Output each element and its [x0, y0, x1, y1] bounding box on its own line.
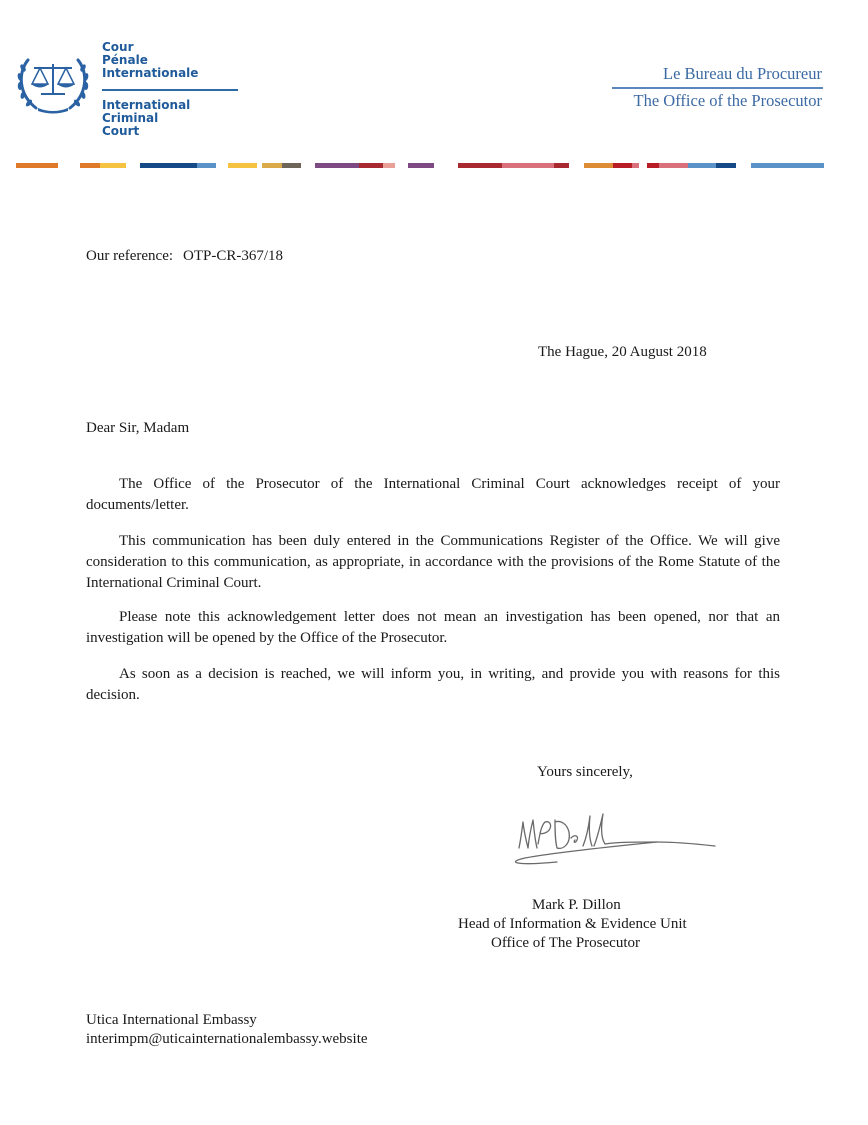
court-name-fr-line: Cour: [102, 40, 134, 54]
reference-label: Our reference:: [86, 248, 174, 264]
color-bar-segment: [613, 163, 632, 168]
color-bar-segment: [458, 163, 502, 168]
closing: Yours sincerely,: [537, 764, 633, 780]
color-bar-segment: [647, 163, 659, 168]
reference-line: [86, 246, 283, 267]
color-bar-segment: [554, 163, 569, 168]
salutation: Dear Sir, Madam: [86, 420, 190, 436]
color-bar-segment: [688, 163, 716, 168]
letterhead-color-bar: [0, 163, 868, 169]
court-name-fr-line: Internationale: [102, 66, 199, 80]
color-bar-segment: [228, 163, 257, 168]
signatory-office: Office of The Prosecutor: [491, 935, 640, 951]
office-divider: [612, 87, 823, 89]
recipient-name: Utica International Embassy: [86, 1012, 257, 1028]
body-paragraph: This communication has been duly entered in the Communications Register of the Office. We will give consideration to this communication, as appropriate, in accordance with the provisions of the Rome Statute of the International Criminal Court.: [86, 533, 780, 591]
court-name-english: [102, 99, 190, 138]
color-bar-segment: [140, 163, 197, 168]
office-name-french: Le Bureau du Procureur: [663, 64, 822, 83]
icc-emblem-icon: [14, 50, 92, 116]
place-date: The Hague, 20 August 2018: [538, 344, 707, 360]
reference-value: OTP-CR-367/18: [183, 248, 284, 264]
color-bar-segment: [80, 163, 100, 168]
color-bar-segment: [315, 163, 359, 168]
body-paragraph: As soon as a decision is reached, we will inform you, in writing, and provide you with reasons for this decision.: [86, 666, 780, 703]
color-bar-segment: [383, 163, 395, 168]
body-paragraph: The Office of the Prosecutor of the International Criminal Court acknowledges receipt of your documents/letter.: [86, 476, 780, 513]
color-bar-segment: [751, 163, 824, 168]
color-bar-segment: [408, 163, 434, 168]
color-bar-segment: [632, 163, 639, 168]
color-bar-segment: [659, 163, 688, 168]
color-bar-segment: [100, 163, 126, 168]
color-bar-segment: [359, 163, 383, 168]
signatory-title: Head of Information & Evidence Unit: [458, 916, 687, 932]
court-name-en-line: Criminal: [102, 111, 159, 125]
logo-divider: [102, 89, 238, 91]
court-name-en-line: Court: [102, 124, 140, 138]
body-paragraph: Please note this acknowledgement letter does not mean an investigation has been opened, nor that an investigation will be opened by the Office of the Prosecutor.: [86, 609, 780, 646]
color-bar-segment: [584, 163, 613, 168]
recipient-email: interimpm@uticainternationalembassy.website: [86, 1031, 368, 1047]
court-name-french: [102, 41, 198, 80]
color-bar-segment: [16, 163, 58, 168]
court-name-fr-line: Pénale: [102, 53, 148, 67]
color-bar-segment: [716, 163, 736, 168]
handwritten-signature: [497, 808, 722, 878]
office-name-english: The Office of the Prosecutor: [633, 91, 822, 110]
color-bar-segment: [282, 163, 301, 168]
color-bar-segment: [262, 163, 282, 168]
court-name-en-line: International: [102, 98, 191, 112]
color-bar-segment: [502, 163, 554, 168]
color-bar-segment: [197, 163, 216, 168]
signatory-name: Mark P. Dillon: [532, 897, 621, 913]
